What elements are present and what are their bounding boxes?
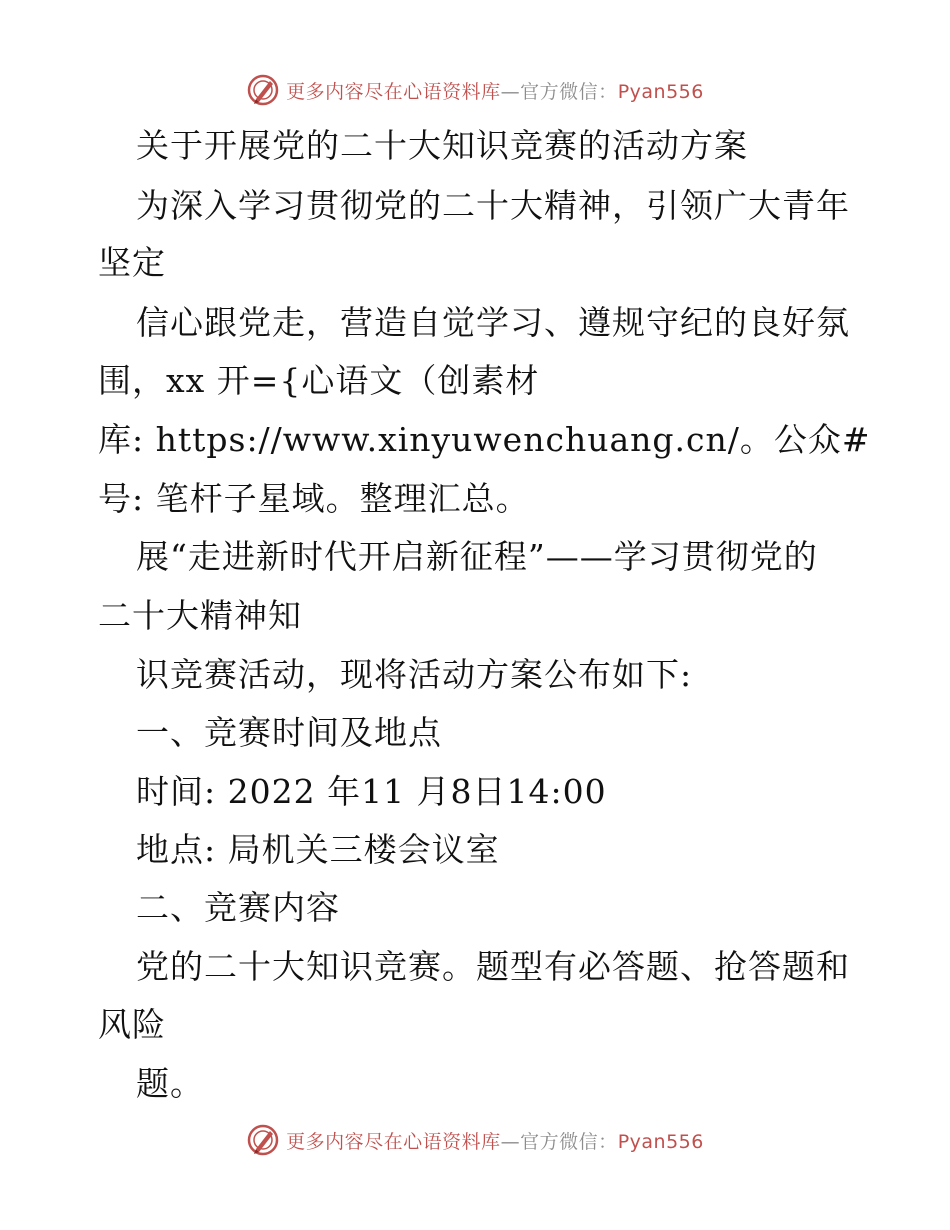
footer-watermark <box>0 1120 950 1160</box>
paragraph-line: 坚定 <box>98 243 166 282</box>
watermark-wechat-id: Pyan556 <box>617 1130 704 1153</box>
paragraph-line: 题。 <box>136 1064 204 1103</box>
paragraph-line: 围，xx 开={心语文（创素材 <box>98 361 540 400</box>
watermark-lead: 更多内容尽在心语资料库 <box>286 80 501 103</box>
paragraph-line: 风险 <box>98 1005 166 1044</box>
paragraph-line: 信心跟党走，营造自觉学习、遵规守纪的良好氛 <box>136 303 850 342</box>
paragraph-line: 展“走进新时代开启新征程”——学习贯彻党的 <box>136 537 818 576</box>
paragraph-line: 为深入学习贯彻党的二十大精神，引领广大青年 <box>136 186 850 225</box>
watermark-lead: 更多内容尽在心语资料库 <box>286 1130 501 1153</box>
watermark-wechat-id: Pyan556 <box>617 80 704 103</box>
header-watermark <box>0 70 950 110</box>
paragraph-line: 识竞赛活动，现将活动方案公布如下: <box>136 655 693 694</box>
pen-logo-icon <box>246 73 280 107</box>
watermark-dash: — <box>500 80 521 103</box>
document-title: 关于开展党的二十大知识竞赛的活动方案 <box>136 126 748 165</box>
watermark-official: 官方微信： <box>520 1130 618 1153</box>
paragraph-line: 党的二十大知识竞赛。题型有必答题、抢答题和 <box>136 947 850 986</box>
watermark-text <box>286 77 704 104</box>
paragraph-line: 二十大精神知 <box>98 596 302 635</box>
section-heading: 一、竞赛时间及地点 <box>136 713 442 752</box>
paragraph-line: 时间: 2022 年11 月8日14:00 <box>136 772 607 811</box>
pen-logo-icon <box>246 1123 280 1157</box>
watermark-official: 官方微信： <box>520 80 618 103</box>
section-heading: 二、竞赛内容 <box>136 888 340 927</box>
paragraph-line: 地点: 局机关三楼会议室 <box>136 830 500 869</box>
paragraph-line: 号: 笔杆子星域。整理汇总。 <box>98 479 530 518</box>
watermark-dash: — <box>500 1130 521 1153</box>
paragraph-line: 库: https://www.xinyuwenchuang.cn/。公众# <box>98 420 871 459</box>
watermark-text <box>286 1127 704 1154</box>
